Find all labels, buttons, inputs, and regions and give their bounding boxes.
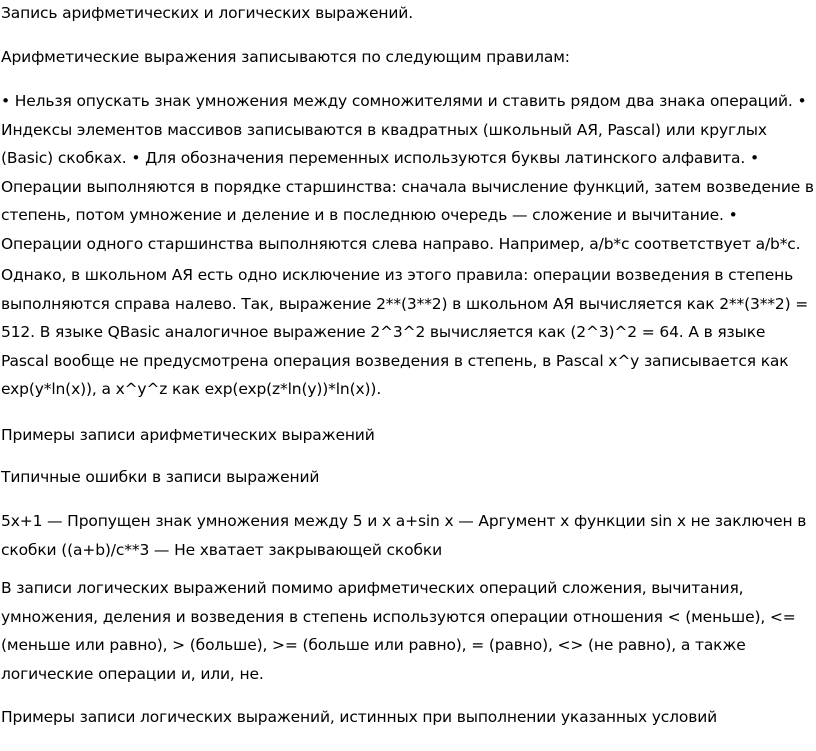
paragraph-arithmetic-rules-intro: Арифметические выражения записываются по следующим правилам:: [1, 48, 570, 66]
paragraph-arithmetic-rules-list: • Нельзя опускать знак умножения между сомножителями и ставить рядом два знака операций. • Индексы элементов массивов записываются в квадратных (школьный АЯ, Pascal) или круглых (Basic) скобках. • Для обозначения переменных используются буквы латинского алфавита. • Операции выполняются в порядке старшинства: сначала вычисление функций, затем возведение в степень, потом умножение и деление и в последнюю очередь — сложение и вычитание. • Операции одного старшинства выполняются слева направо. Например, a/b*c соответствует a/b*c.: [1, 92, 814, 253]
heading-arithmetic-examples: Примеры записи арифметических выражений: [1, 426, 375, 444]
heading-typical-errors: Типичные ошибки в записи выражений: [1, 468, 320, 486]
paragraph-logical-expressions: В записи логических выражений помимо арифметических операций сложения, вычитания, умножения, деления и возведения в степень используются операции отношения < (меньше), <= (меньше или равно), > (больше), >= (больше или равно), = (равно), <> (не равно), а также логические операции и, или, не.: [1, 579, 796, 683]
document-title: Запись арифметических и логических выражений.: [1, 4, 414, 22]
heading-logical-examples: Примеры записи логических выражений, истинных при выполнении указанных условий: [1, 708, 718, 726]
paragraph-error-examples: 5x+1 — Пропущен знак умножения между 5 и x a+sin x — Аргумент x функции sin x не заключен в скобки ((a+b)/c**3 — Не хватает закрывающей скобки: [1, 512, 807, 559]
paragraph-school-exception: Однако, в школьном АЯ есть одно исключение из этого правила: операции возведения в степень выполняются справа налево. Так, выражение 2**(3**2) в школьном АЯ вычисляется как 2**(3**2) = 512. В языке QBasic аналогичное выражение 2^3^2 вычисляется как (2^3)^2 = 64. А в языке Pascal вообще не предусмотрена операция возведения в степень, в Pascal x^y записывается как exp(y*ln(x)), а x^y^z как exp(exp(z*ln(y))*ln(x)).: [1, 266, 809, 398]
